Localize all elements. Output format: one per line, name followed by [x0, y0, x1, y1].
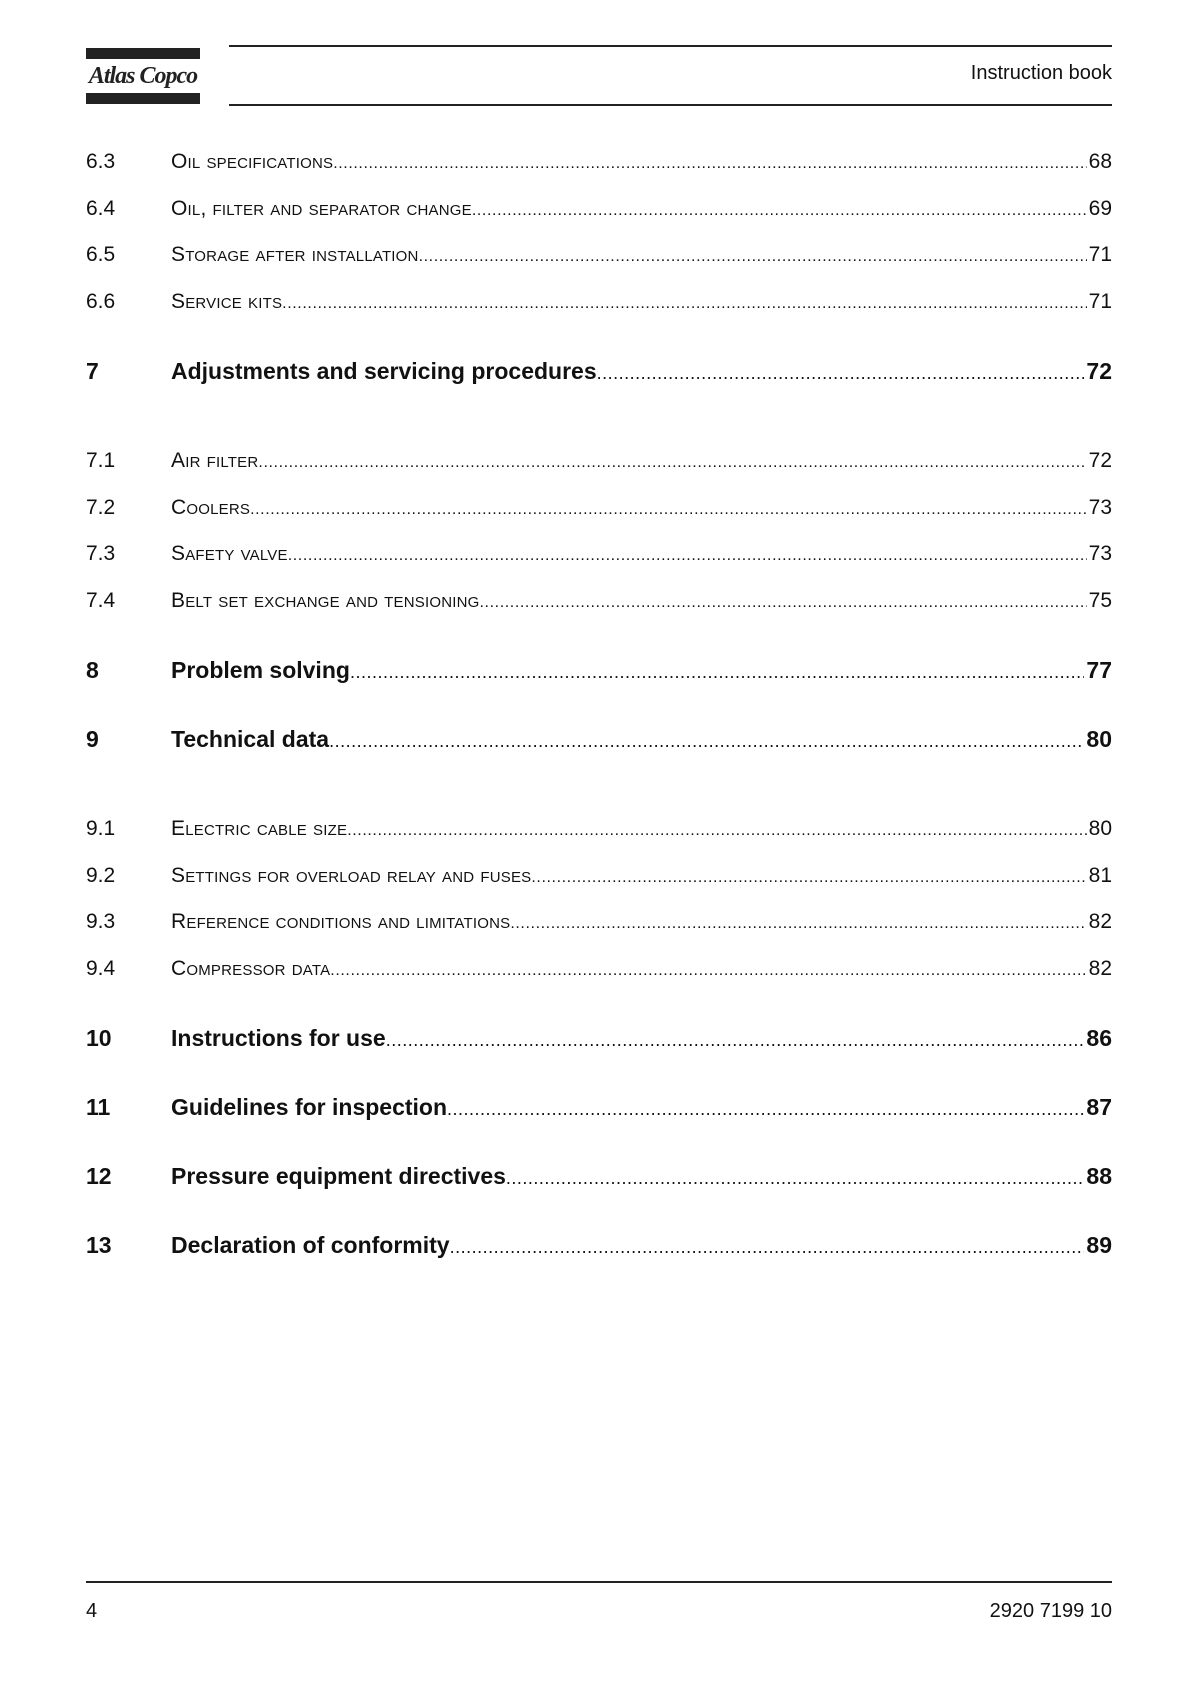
toc-gap [86, 795, 1112, 817]
footer-document-number: 2920 7199 10 [989, 1600, 1112, 1622]
toc-section-entry[interactable] [86, 864, 1112, 911]
toc-entry-page: 80 [1088, 817, 1112, 840]
toc-section-entry[interactable] [86, 910, 1112, 957]
toc-entry-number: 7.2 [86, 495, 116, 519]
toc-entry-title: Technical data [171, 726, 330, 752]
toc-chapter-entry[interactable] [86, 358, 1112, 427]
toc-dot-leader [450, 1237, 1085, 1258]
toc-entry-page: 71 [1088, 289, 1112, 313]
toc-entry-title: Declaration of conformity [171, 1232, 450, 1258]
toc-section-entry[interactable] [86, 449, 1112, 496]
toc-section-entry[interactable] [86, 150, 1112, 197]
toc-entry-page: 72 [1086, 358, 1112, 384]
toc-entry-title: Oil specifications [171, 150, 334, 173]
toc-dot-leader [282, 295, 1086, 313]
toc-section-entry[interactable] [86, 817, 1112, 864]
toc-dot-leader [510, 915, 1086, 933]
toc-gap [86, 427, 1112, 449]
toc-entry-number: 9.2 [86, 863, 116, 887]
toc-entry-number: 13 [86, 1232, 112, 1258]
toc-entry-title: Belt set exchange and tensioning [171, 588, 480, 612]
toc-entry-page: 87 [1086, 1094, 1112, 1120]
toc-dot-leader [531, 869, 1086, 887]
toc-entry-number: 6.3 [86, 150, 116, 173]
toc-dot-leader [386, 1030, 1085, 1051]
toc-entry-number: 9.4 [86, 956, 116, 980]
header-rule-top [229, 45, 1112, 47]
footer-page-number: 4 [86, 1600, 98, 1622]
toc-entry-number: 6.4 [86, 196, 116, 220]
toc-entry-title: Compressor data [171, 956, 331, 980]
toc-section-entry[interactable] [86, 197, 1112, 244]
toc-section-entry[interactable] [86, 957, 1112, 1004]
toc-entry-title: Problem solving [171, 657, 350, 683]
table-of-contents [86, 150, 1112, 1301]
toc-entry-title: Oil, filter and separator change [171, 196, 472, 220]
toc-entry-page: 77 [1086, 657, 1112, 683]
toc-entry-title: Guidelines for inspection [171, 1094, 448, 1120]
toc-dot-leader [506, 1168, 1084, 1189]
toc-entry-title: Storage after installation [171, 243, 419, 266]
toc-entry-number: 6.5 [86, 243, 116, 266]
logo-bar-top [86, 48, 200, 59]
toc-dot-leader [330, 962, 1086, 980]
toc-chapter-entry[interactable] [86, 1094, 1112, 1163]
toc-entry-page: 88 [1086, 1163, 1112, 1189]
toc-entry-page: 69 [1088, 196, 1112, 220]
toc-entry-title: Reference conditions and limitations [171, 910, 511, 933]
footer-rule [86, 1581, 1112, 1583]
toc-section-entry[interactable] [86, 589, 1112, 636]
header-rule-bottom [229, 104, 1112, 106]
toc-dot-leader [258, 454, 1086, 472]
toc-entry-page: 72 [1088, 449, 1112, 472]
toc-entry-page: 82 [1088, 956, 1112, 980]
toc-dot-leader [350, 662, 1084, 683]
toc-gap [86, 336, 1112, 358]
toc-entry-page: 86 [1086, 1025, 1112, 1051]
toc-dot-leader [447, 1099, 1084, 1120]
toc-dot-leader [347, 822, 1086, 840]
toc-entry-number: 8 [86, 657, 99, 683]
toc-dot-leader [333, 155, 1086, 173]
toc-section-entry[interactable] [86, 496, 1112, 543]
toc-entry-page: 89 [1086, 1232, 1112, 1258]
toc-entry-page: 75 [1088, 588, 1112, 612]
toc-chapter-entry[interactable] [86, 657, 1112, 726]
toc-gap [86, 635, 1112, 657]
toc-entry-title: Air filter [171, 449, 259, 472]
toc-entry-number: 11 [86, 1094, 111, 1120]
toc-entry-page: 81 [1088, 863, 1112, 887]
logo-bar-bottom [86, 93, 200, 104]
toc-entry-page: 82 [1088, 910, 1112, 933]
toc-entry-title: Service kits [171, 289, 283, 313]
toc-entry-title: Coolers [171, 495, 251, 519]
toc-dot-leader [480, 594, 1087, 612]
toc-chapter-entry[interactable] [86, 1163, 1112, 1232]
toc-entry-title: Pressure equipment directives [171, 1163, 506, 1189]
toc-entry-number: 7.4 [86, 588, 116, 612]
logo-wordmark: Atlas Copco [88, 63, 198, 89]
toc-entry-title: Adjustments and servicing procedures [171, 358, 597, 384]
toc-dot-leader [250, 501, 1087, 519]
toc-dot-leader [472, 202, 1087, 220]
toc-entry-number: 7.3 [86, 542, 116, 565]
toc-dot-leader [288, 547, 1087, 565]
toc-entry-page: 71 [1088, 243, 1112, 266]
toc-entry-page: 80 [1086, 726, 1112, 752]
toc-dot-leader [419, 248, 1087, 266]
toc-entry-number: 9.3 [86, 910, 116, 933]
toc-entry-number: 9 [86, 726, 99, 752]
atlas-copco-logo [86, 48, 200, 104]
toc-section-entry[interactable] [86, 243, 1112, 290]
toc-entry-number: 9.1 [86, 817, 116, 840]
toc-gap [86, 1003, 1112, 1025]
toc-section-entry[interactable] [86, 542, 1112, 589]
toc-entry-title: Settings for overload relay and fuses [171, 863, 532, 887]
toc-entry-page: 68 [1088, 150, 1112, 173]
toc-section-entry[interactable] [86, 290, 1112, 337]
toc-entry-title: Safety valve [171, 542, 288, 565]
toc-chapter-entry[interactable] [86, 1232, 1112, 1301]
toc-entry-number: 7.1 [86, 449, 116, 472]
header-title: Instruction book [970, 62, 1112, 84]
toc-dot-leader [329, 731, 1084, 752]
toc-dot-leader [597, 363, 1085, 384]
toc-chapter-entry[interactable] [86, 726, 1112, 795]
toc-entry-number: 12 [86, 1163, 112, 1189]
toc-entry-number: 10 [86, 1025, 112, 1051]
toc-chapter-entry[interactable] [86, 1025, 1112, 1094]
toc-entry-number: 6.6 [86, 289, 116, 313]
toc-entry-page: 73 [1088, 542, 1112, 565]
toc-entry-title: Electric cable size [171, 817, 348, 840]
toc-entry-number: 7 [86, 358, 99, 384]
toc-entry-title: Instructions for use [171, 1025, 386, 1051]
toc-entry-page: 73 [1088, 495, 1112, 519]
